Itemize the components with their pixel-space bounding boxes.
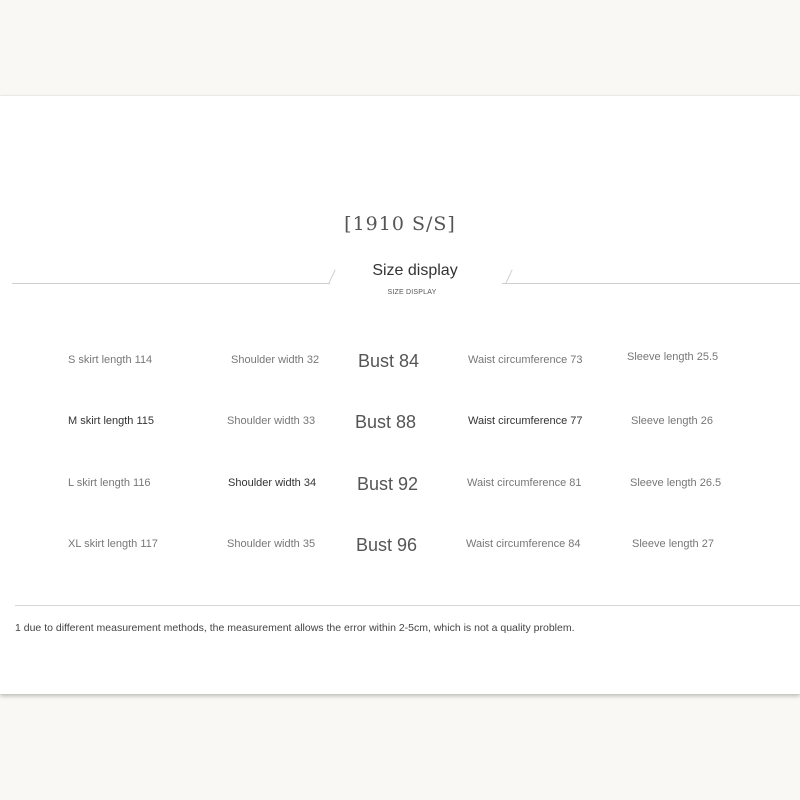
shoulder-width: Shoulder width 33	[227, 415, 316, 427]
divider-right	[502, 283, 800, 284]
shoulder-width: Shoulder width 32	[231, 354, 320, 366]
shoulder-width: Shoulder width 35	[227, 538, 316, 550]
section-subheading: SIZE DISPLAY	[387, 289, 437, 296]
bust: Bust 92	[357, 474, 419, 494]
section-heading: Size display	[372, 262, 458, 279]
size-card	[0, 96, 800, 694]
waist-circumference: Waist circumference 84	[466, 538, 581, 550]
sleeve-length: Sleeve length 26.5	[630, 477, 722, 489]
skirt-length: L skirt length 116	[68, 477, 151, 489]
waist-circumference: Waist circumference 81	[467, 477, 582, 489]
measurement-note: 1 due to different measurement methods, the measurement allows the error within 2-5cm, which is not a quality problem.	[15, 622, 575, 634]
size-row	[0, 535, 800, 562]
bust: Bust 96	[356, 535, 418, 555]
size-row	[0, 412, 800, 439]
shoulder-width: Shoulder width 34	[228, 477, 317, 489]
brand-title: [1910 S/S]	[344, 213, 456, 235]
divider-left	[12, 283, 330, 284]
sleeve-length: Sleeve length 27	[632, 538, 714, 550]
size-row	[0, 351, 800, 378]
bust: Bust 84	[358, 351, 420, 371]
size-row	[0, 474, 800, 501]
skirt-length: S skirt length 114	[68, 354, 153, 366]
waist-circumference: Waist circumference 73	[468, 354, 583, 366]
waist-circumference: Waist circumference 77	[468, 415, 583, 427]
note-divider	[15, 605, 800, 606]
skirt-length: M skirt length 115	[68, 415, 155, 427]
sleeve-length: Sleeve length 26	[631, 415, 713, 427]
sleeve-length: Sleeve length 25.5	[627, 351, 719, 363]
bust: Bust 88	[355, 412, 417, 432]
skirt-length: XL skirt length 117	[68, 538, 158, 550]
